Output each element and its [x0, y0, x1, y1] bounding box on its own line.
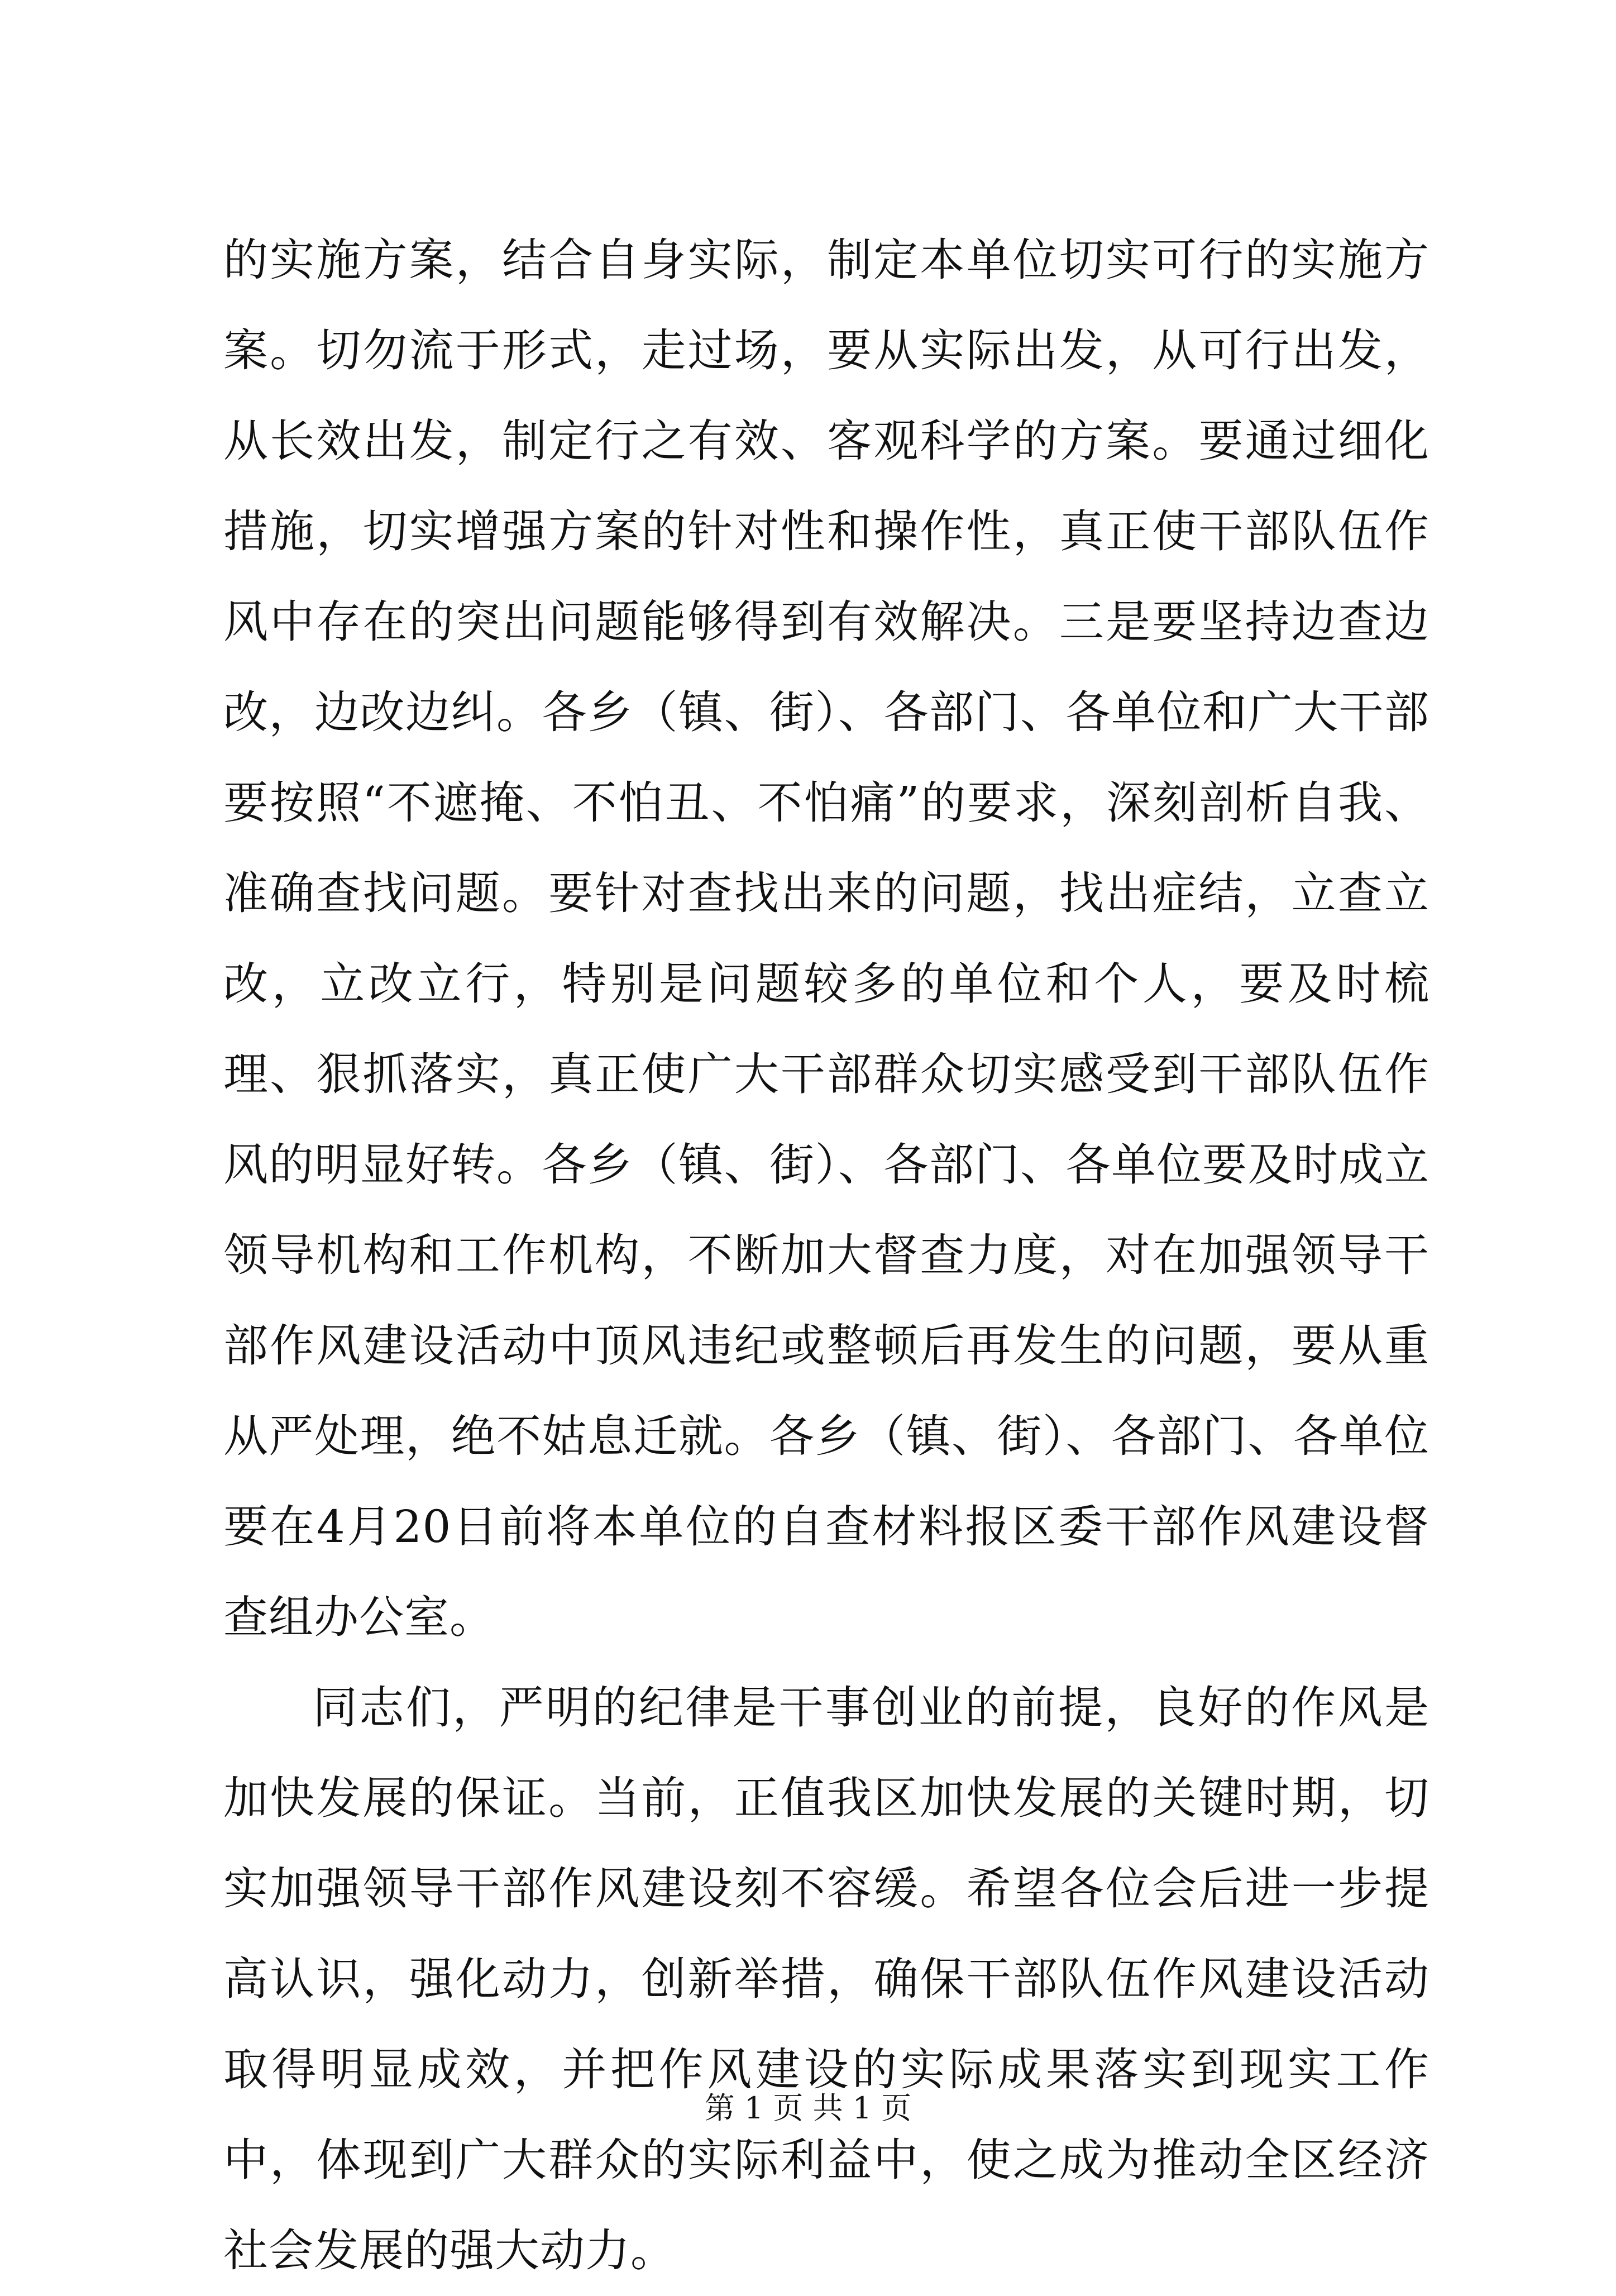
- paragraph-closing-remarks: 同志们，严明的纪律是干事创业的前提，良好的作风是加快发展的保证。当前，正值我区加快发展的关键时期，切实加强领导干部作风建设刻不容缓。希望各位会后进一步提高认识，强化动力，创新举措，确保干部队伍作风建设活动取得明显成效，并把作风建设的实际成果落实到现实工作中，体现到广大群众的实际利益中，使之成为推动全区经济社会发展的强大动力。: [223, 1682, 1429, 2276]
- page-footer: 第 1 页 共 1 页: [704, 2090, 912, 2126]
- paragraph-continuation: 的实施方案，结合自身实际，制定本单位切实可行的实施方案。切勿流于形式，走过场，要从实际出发，从可行出发，从长效出发，制定行之有效、客观科学的方案。要通过细化措施，切实增强方案的针对性和操作性，真正使干部队伍作风中存在的突出问题能够得到有效解决。三是要坚持边查边改，边改边纠。各乡（镇、街）、各部门、各单位和广大干部要按照“不遮掩、不怕丑、不怕痛”的要求，深刻剖析自我、准确查找问题。要针对查找出来的问题，找出症结，立查立改，立改立行，特别是问题较多的单位和个人，要及时梳理、狠抓落实，真正使广大干部群众切实感受到干部队伍作风的明显好转。各乡（镇、街）、各部门、各单位要及时成立领导机构和工作机构，不断加大督查力度，对在加强领导干部作风建设活动中顶风违纪或整顿后再发生的问题，要从重从严处理，绝不姑息迁就。各乡（镇、街）、各部门、各单位要在4月20日前将本单位的自查材料报区委干部作风建设督查组办公室。: [223, 234, 1429, 1643]
- document-body: [223, 215, 1429, 2296]
